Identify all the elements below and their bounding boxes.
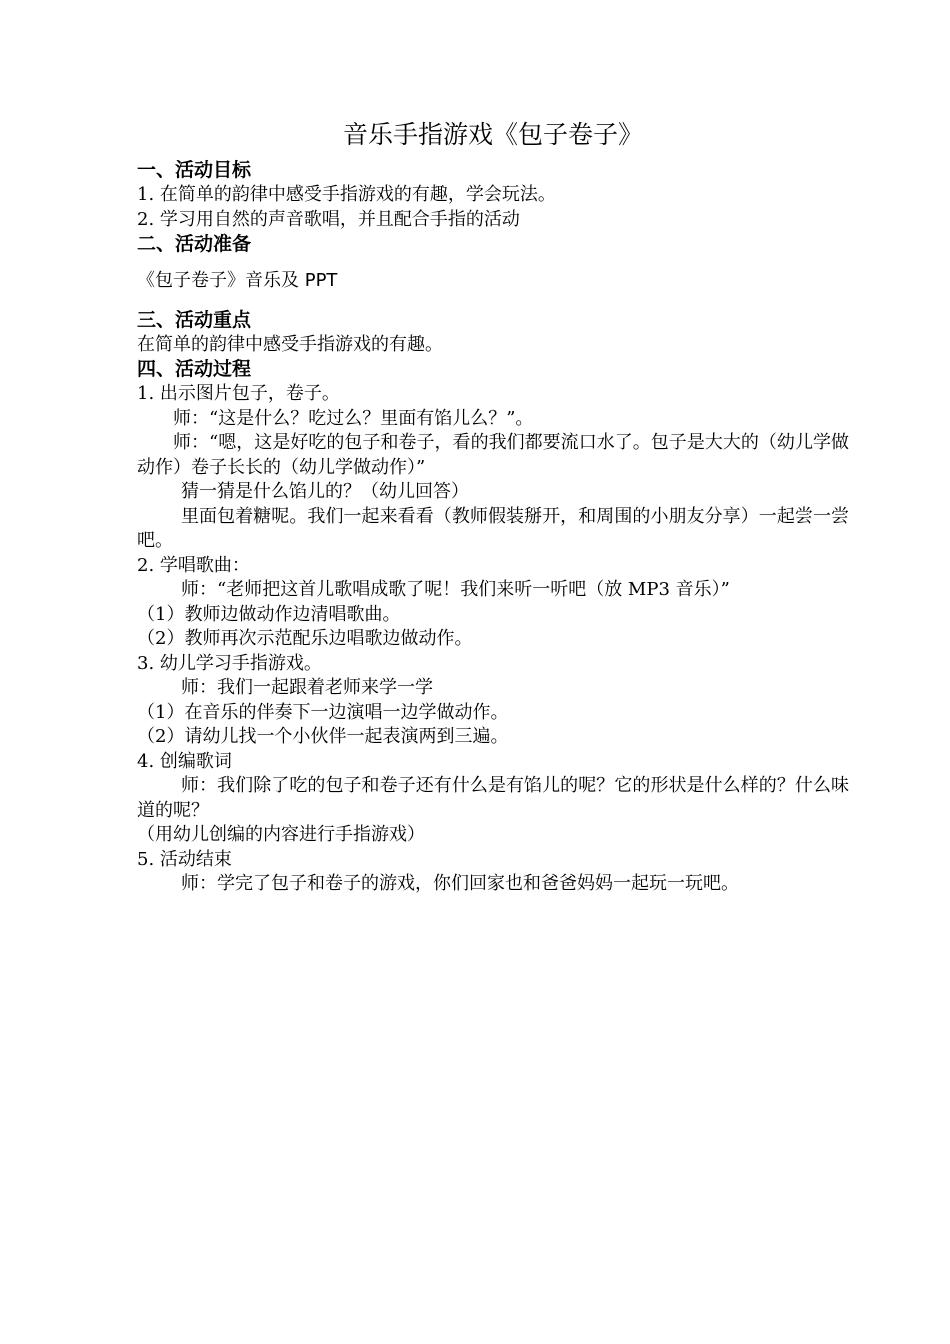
process-paragraph: 师：“老师把这首儿歌唱成歌了呢！我们来听一听吧（放 MP3 音乐）”: [181, 579, 730, 600]
process-paragraph: 猜一猜是什么馅儿的？（幼儿回答）: [181, 481, 469, 502]
page-title: 音乐手指游戏《包子卷子》: [342, 120, 643, 149]
goal-item: 2. 学习用自然的声音歌唱，并且配合手指的活动: [137, 208, 520, 230]
process-paragraph: 师：“这是什么？吃过么？里面有馅儿么？”。: [173, 407, 534, 429]
process-step: 5. 活动结束: [137, 848, 232, 870]
section-heading-process: 四、活动过程: [137, 358, 252, 380]
process-paragraph: 师：我们一起跟着老师来学一学: [181, 677, 433, 698]
process-paragraph: 师：“嗯，这是好吃的包子和卷子，看的我们都要流口水了。包子是大大的（幼儿学做动作）卷子长长的（幼儿学做动作）”: [137, 432, 849, 478]
section-heading-preparation: 二、活动准备: [137, 233, 252, 255]
process-substep: （1）教师边做动作边清唱歌曲。: [137, 603, 401, 625]
process-substep: （用幼儿创编的内容进行手指游戏）: [137, 824, 425, 845]
focus-text: 在简单的韵律中感受手指游戏的有趣。: [137, 333, 443, 355]
process-step: 3. 幼儿学习手指游戏。: [137, 652, 322, 674]
preparation-text: 《包子卷子》音乐及 PPT: [137, 270, 338, 291]
process-step: 2. 学唱歌曲：: [137, 554, 250, 576]
process-paragraph: 里面包着糖呢。我们一起来看看（教师假装掰开，和周围的小朋友分享）一起尝一尝吧。: [137, 505, 849, 551]
process-paragraph: 师：我们除了吃的包子和卷子还有什么是有馅儿的呢？它的形状是什么样的？什么味道的呢？: [137, 775, 849, 821]
process-step: 4. 创编歌词: [137, 750, 232, 772]
section-heading-focus: 三、活动重点: [137, 308, 252, 331]
process-substep: （2）教师再次示范配乐边唱歌边做动作。: [137, 628, 473, 649]
section-heading-goals: 一、活动目标: [137, 159, 252, 181]
process-paragraph: 师：学完了包子和卷子的游戏，你们回家也和爸爸妈妈一起玩一玩吧。: [181, 873, 739, 894]
process-substep: （2）请幼儿找一个小伙伴一起表演两到三遍。: [137, 726, 509, 747]
document-content: [137, 118, 849, 897]
process-step: 1. 出示图片包子，卷子。: [137, 383, 340, 404]
goal-item: 1. 在简单的韵律中感受手指游戏的有趣，学会玩法。: [137, 184, 556, 205]
process-substep: （1）在音乐的伴奏下一边演唱一边学做动作。: [137, 701, 509, 723]
